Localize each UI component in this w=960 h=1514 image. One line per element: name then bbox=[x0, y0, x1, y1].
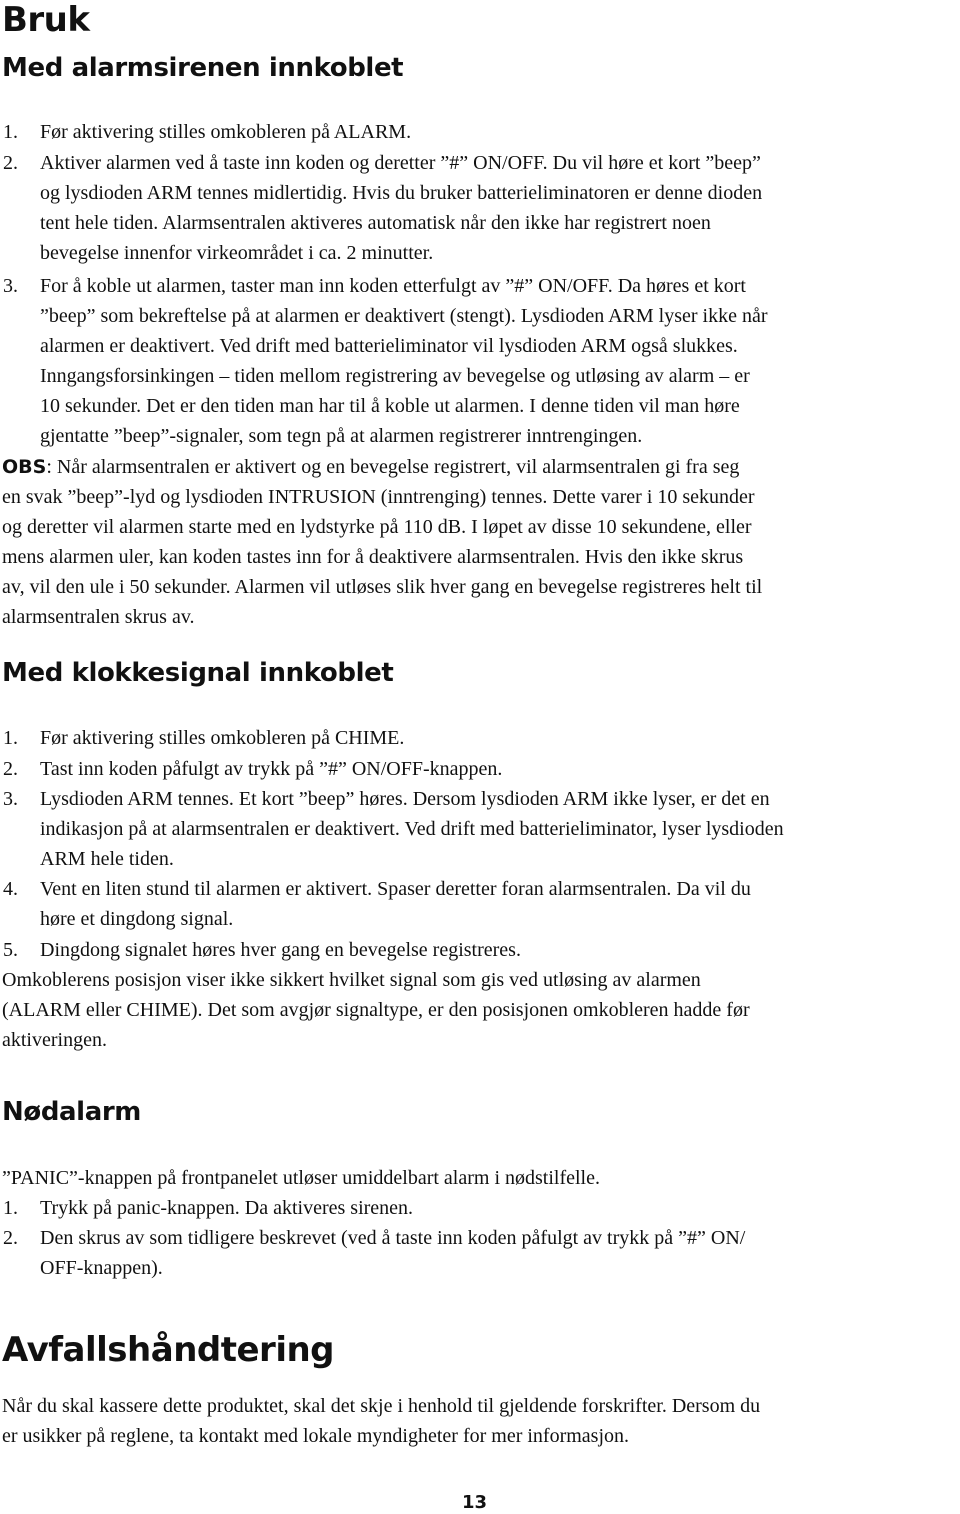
list-item-text: 10 sekunder. Det er den tiden man har til å koble ut alarmen. I denne tiden vil man høre bbox=[40, 395, 740, 417]
list-item-text: Vent en liten stund til alarmen er aktivert. Spaser deretter foran alarmsentralen. Da vil du bbox=[40, 878, 751, 900]
list-item-text: Før aktivering stilles omkobleren på ALARM. bbox=[40, 121, 412, 143]
page-title: Bruk bbox=[2, 0, 90, 40]
obs-line: og deretter vil alarmen starte med en lydstyrke på 110 dB. I løpet av disse 10 sekundene, eller bbox=[2, 516, 752, 538]
paragraph-line: er usikker på reglene, ta kontakt med lokale myndigheter for mer informasjon. bbox=[2, 1425, 630, 1447]
list-item-number: 1. bbox=[3, 121, 18, 143]
list-item-number: 3. bbox=[3, 275, 18, 297]
list-item-number: 1. bbox=[3, 727, 18, 749]
list-item-text: OFF-knappen). bbox=[40, 1257, 163, 1279]
list-item-number: 2. bbox=[3, 1227, 18, 1249]
page-number: 13 bbox=[462, 1492, 488, 1513]
list-item-number: 2. bbox=[3, 758, 18, 780]
list-item-number: 5. bbox=[3, 939, 18, 961]
list-item-text: Lysdioden ARM tennes. Et kort ”beep” høres. Dersom lysdioden ARM ikke lyser, er det en bbox=[40, 788, 770, 810]
list-item-text: ”beep” som bekreftelse på at alarmen er deaktivert (stengt). Lysdioden ARM lyser ikke når bbox=[40, 305, 768, 327]
obs-line: en svak ”beep”-lyd og lysdioden INTRUSION (inntrenging) tennes. Dette varer i 10 sekunder bbox=[2, 486, 755, 508]
list-item-text: gjentatte ”beep”-signaler, som tegn på at alarmen registrerer inntrengingen. bbox=[40, 425, 643, 447]
list-item-text: høre et dingdong signal. bbox=[40, 908, 234, 930]
section-heading-panic: Nødalarm bbox=[2, 1097, 141, 1127]
obs-line: mens alarmen uler, kan koden tastes inn for å deaktivere alarmsentralen. Hvis den ikke skrus bbox=[2, 546, 744, 568]
list-item-text: Aktiver alarmen ved å taste inn koden og deretter ”#” ON/OFF. Du vil høre et kort ”beep” bbox=[40, 152, 761, 174]
panic-intro: ”PANIC”-knappen på frontpanelet utløser umiddelbart alarm i nødstilfelle. bbox=[2, 1167, 600, 1189]
section-heading-alarm: Med alarmsirenen innkoblet bbox=[2, 53, 404, 83]
list-item-text: indikasjon på at alarmsentralen er deaktivert. Ved drift med batterieliminator, lyser lysdioden bbox=[40, 818, 784, 840]
obs-line bbox=[2, 452, 739, 482]
section-heading-chime: Med klokkesignal innkoblet bbox=[2, 658, 394, 688]
list-item-number: 2. bbox=[3, 152, 18, 174]
list-item-text: alarmen er deaktivert. Ved drift med batterieliminator vil lysdioden ARM også slukkes. bbox=[40, 335, 738, 357]
list-item-text: Dingdong signalet høres hver gang en bevegelse registreres. bbox=[40, 939, 521, 961]
list-item-text: For å koble ut alarmen, taster man inn koden etterfulgt av ”#” ON/OFF. Da høres et kort bbox=[40, 275, 746, 297]
note-line: (ALARM eller CHIME). Det som avgjør signaltype, er den posisjonen omkobleren hadde før bbox=[2, 999, 750, 1021]
paragraph-line: Når du skal kassere dette produktet, skal det skje i henhold til gjeldende forskrifter. Dersom du bbox=[2, 1395, 761, 1417]
obs-line: alarmsentralen skrus av. bbox=[2, 606, 195, 628]
note-line: Omkoblerens posisjon viser ikke sikkert hvilket signal som gis ved utløsing av alarmen bbox=[2, 969, 701, 991]
list-item-text: Tast inn koden påfulgt av trykk på ”#” ON/OFF-knappen. bbox=[40, 758, 503, 780]
list-item-text: Inngangsforsinkingen – tiden mellom registrering av bevegelse og utløsing av alarm – er bbox=[40, 365, 750, 387]
list-item-text: tent hele tiden. Alarmsentralen aktiveres automatisk når den ikke har registrert noen bbox=[40, 212, 711, 234]
list-item-text: ARM hele tiden. bbox=[40, 848, 174, 870]
obs-label: OBS bbox=[2, 456, 47, 478]
note-line: aktiveringen. bbox=[2, 1029, 107, 1051]
list-item-text: bevegelse innenfor virkeområdet i ca. 2 minutter. bbox=[40, 242, 434, 264]
list-item-number: 3. bbox=[3, 788, 18, 810]
list-item-text: Den skrus av som tidligere beskrevet (ved å taste inn koden påfulgt av trykk på ”#” ON/ bbox=[40, 1227, 746, 1249]
obs-line: av, vil den ule i 50 sekunder. Alarmen vil utløses slik hver gang en bevegelse registreres helt til bbox=[2, 576, 763, 598]
list-item-text: Før aktivering stilles omkobleren på CHIME. bbox=[40, 727, 405, 749]
obs-text: : Når alarmsentralen er aktivert og en bevegelse registrert, vil alarmsentralen gi fra seg bbox=[46, 456, 740, 478]
section-heading-disposal: Avfallshåndtering bbox=[2, 1330, 335, 1370]
list-item-text: Trykk på panic-knappen. Da aktiveres sirenen. bbox=[40, 1197, 414, 1219]
list-item-number: 4. bbox=[3, 878, 18, 900]
list-item-text: og lysdioden ARM tennes midlertidig. Hvis du bruker batterieliminatoren er denne dioden bbox=[40, 182, 763, 204]
list-item-number: 1. bbox=[3, 1197, 18, 1219]
